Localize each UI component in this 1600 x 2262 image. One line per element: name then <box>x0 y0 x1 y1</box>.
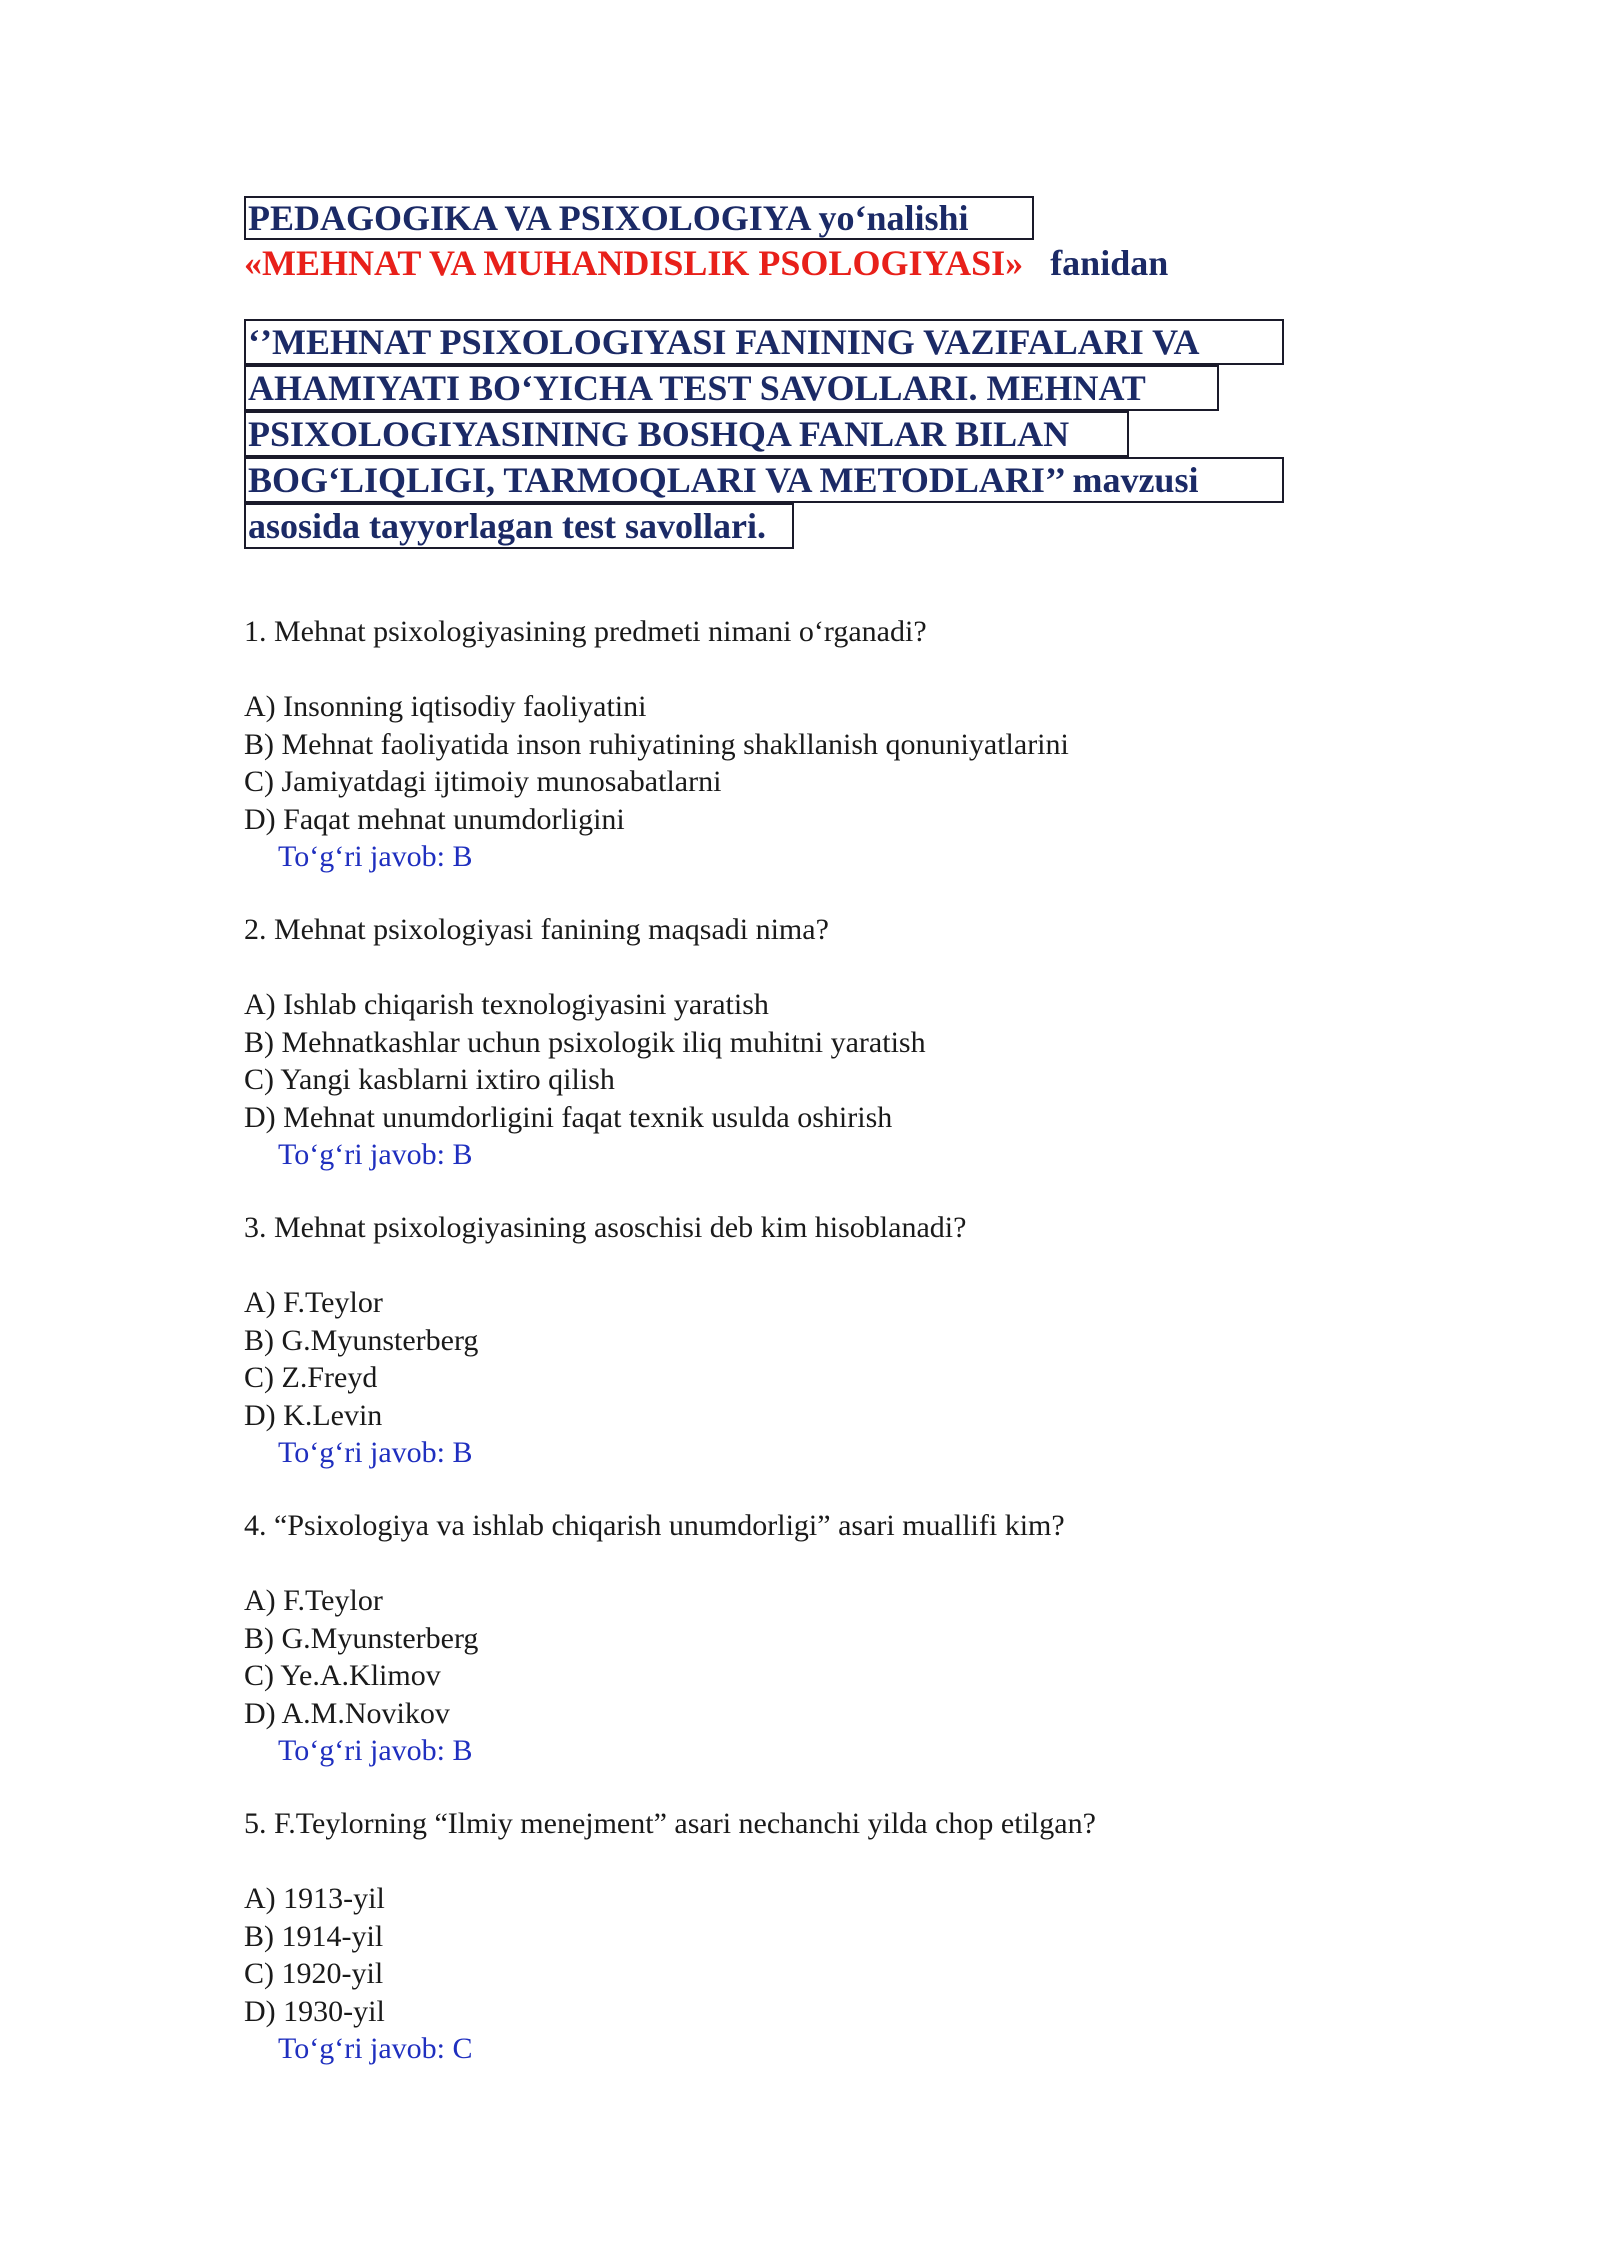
topic-line-5-text: asosida tayyorlagan test savollari. <box>248 506 766 546</box>
option-c: C) 1920-yil <box>244 1957 384 1990</box>
option-a: A) Ishlab chiqarish texnologiyasini yaratish <box>244 988 769 1021</box>
option-c: C) Yangi kasblarni ixtiro qilish <box>244 1063 615 1096</box>
option-c: C) Jamiyatdagi ijtimoiy munosabatlarni <box>244 765 722 798</box>
option-b: B) Mehnat faoliyatida inson ruhiyatining shakllanish qonuniyatlarini <box>244 727 1069 761</box>
topic-line-1 <box>244 319 1284 365</box>
subject-title: «MEHNAT VA MUHANDISLIK PSOLOGIYASI» <box>244 243 1024 283</box>
question-text: 1. Mehnat psixologiyasining predmeti nimani o‘rganadi? <box>244 615 927 648</box>
topic-line-1-text: ‘’MEHNAT PSIXOLOGIYASI FANINING VAZIFALARI VA <box>248 322 1200 362</box>
correct-answer: To‘g‘ri javob: B <box>278 1138 473 1171</box>
options-list <box>244 1284 1444 1472</box>
option-d: D) A.M.Novikov <box>244 1696 450 1730</box>
correct-answer: To‘g‘ri javob: B <box>278 840 473 873</box>
program-title: PEDAGOGIKA VA PSIXOLOGIYA yo‘nalishi <box>248 198 969 238</box>
topic-line-2 <box>244 365 1219 411</box>
option-b: B) G.Myunsterberg <box>244 1621 479 1655</box>
topic-line-3 <box>244 411 1129 457</box>
option-a: A) Insonning iqtisodiy faoliyatini <box>244 690 647 723</box>
program-title-box <box>244 196 1034 240</box>
option-a: A) F.Teylor <box>244 1286 383 1319</box>
option-d: D) Faqat mehnat unumdorligini <box>244 802 625 836</box>
subject-suffix <box>1032 243 1168 283</box>
option-b: B) G.Myunsterberg <box>244 1323 479 1357</box>
question-text: 3. Mehnat psixologiyasining asoschisi deb kim hisoblanadi? <box>244 1211 967 1244</box>
question-4 <box>244 1507 1444 1770</box>
option-c: C) Z.Freyd <box>244 1361 378 1394</box>
topic-line-2-text: AHAMIYATI BO‘YICHA TEST SAVOLLARI. MEHNAT <box>248 368 1146 408</box>
topic-line-5 <box>244 503 794 549</box>
correct-answer: To‘g‘ri javob: B <box>278 1734 473 1767</box>
options-list <box>244 1880 1444 2068</box>
question-text: 4. “Psixologiya va ishlab chiqarish unumdorligi” asari muallifi kim? <box>244 1509 1065 1542</box>
question-2 <box>244 911 1444 1174</box>
options-list <box>244 688 1444 876</box>
option-b: B) Mehnatkashlar uchun psixologik iliq muhitni yaratish <box>244 1025 926 1059</box>
option-c: C) Ye.A.Klimov <box>244 1659 441 1692</box>
option-d: D) 1930-yil <box>244 1994 385 2028</box>
option-d: D) K.Levin <box>244 1398 383 1432</box>
correct-answer: To‘g‘ri javob: C <box>278 2032 473 2065</box>
subject-suffix-text: fanidan <box>1050 243 1169 283</box>
option-a: A) F.Teylor <box>244 1584 383 1617</box>
correct-answer: To‘g‘ri javob: B <box>278 1436 473 1469</box>
option-d: D) Mehnat unumdorligini faqat texnik usulda oshirish <box>244 1100 893 1134</box>
subject-line <box>244 240 1168 286</box>
question-1 <box>244 613 1444 876</box>
question-text: 2. Mehnat psixologiyasi fanining maqsadi nima? <box>244 913 829 946</box>
options-list <box>244 1582 1444 1770</box>
topic-line-4 <box>244 457 1284 503</box>
question-text: 5. F.Teylorning “Ilmiy menejment” asari nechanchi yilda chop etilgan? <box>244 1807 1096 1840</box>
question-3 <box>244 1209 1444 1472</box>
option-b: B) 1914-yil <box>244 1919 384 1953</box>
option-a: A) 1913-yil <box>244 1882 385 1915</box>
question-5 <box>244 1805 1444 2068</box>
options-list <box>244 986 1444 1174</box>
topic-line-4-text: BOG‘LIQLIGI, TARMOQLARI VA METODLARI’’ mavzusi <box>248 460 1199 500</box>
topic-line-3-text: PSIXOLOGIYASINING BOSHQA FANLAR BILAN <box>248 414 1070 454</box>
